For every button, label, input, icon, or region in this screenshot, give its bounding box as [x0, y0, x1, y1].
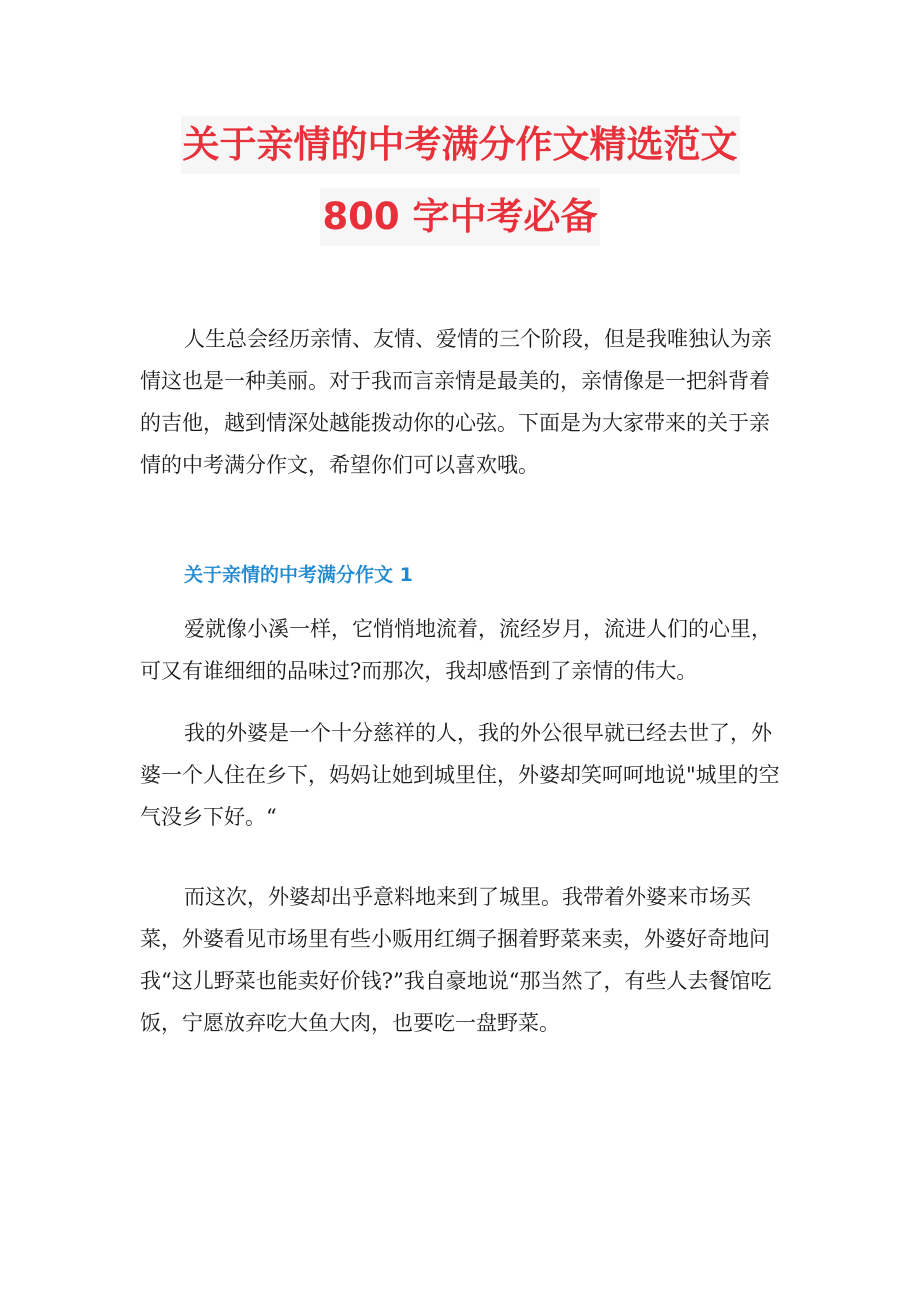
title-line-2: 800 字中考必备: [320, 188, 599, 246]
document-title: [0, 116, 920, 260]
document-body: [140, 318, 780, 1044]
body-paragraph: 而这次，外婆却出乎意料地来到了城里。我带着外婆来市场买菜，外婆看见市场里有些小贩用红绸子捆着野菜来卖，外婆好奇地问我“这儿野菜也能卖好价钱?”我自豪地说“那当然了，有些人去餐馆吃饭，宁愿放弃吃大鱼大肉，也要吃一盘野菜。: [140, 885, 772, 1035]
body-paragraph: 我的外婆是一个十分慈祥的人，我的外公很早就已经去世了，外婆一个人住在乡下，妈妈让她到城里住，外婆却笑呵呵地说"城里的空气没乡下好。“: [140, 721, 780, 829]
section-heading: 关于亲情的中考满分作文 1: [184, 564, 413, 586]
intro-paragraph: 人生总会经历亲情、友情、爱情的三个阶段，但是我唯独认为亲情这也是一种美丽。对于我而言亲情是最美的，亲情像是一把斜背着的吉他，越到情深处越能拨动你的心弦。下面是为大家带来的关于亲情的中考满分作文，希望你们可以喜欢哦。: [140, 327, 772, 477]
title-line-1: 关于亲情的中考满分作文精选范文: [181, 116, 740, 174]
body-paragraph: 爱就像小溪一样，它悄悄地流着，流经岁月，流进人们的心里，可又有谁细细的品味过?而那次，我却感悟到了亲情的伟大。: [140, 617, 772, 683]
